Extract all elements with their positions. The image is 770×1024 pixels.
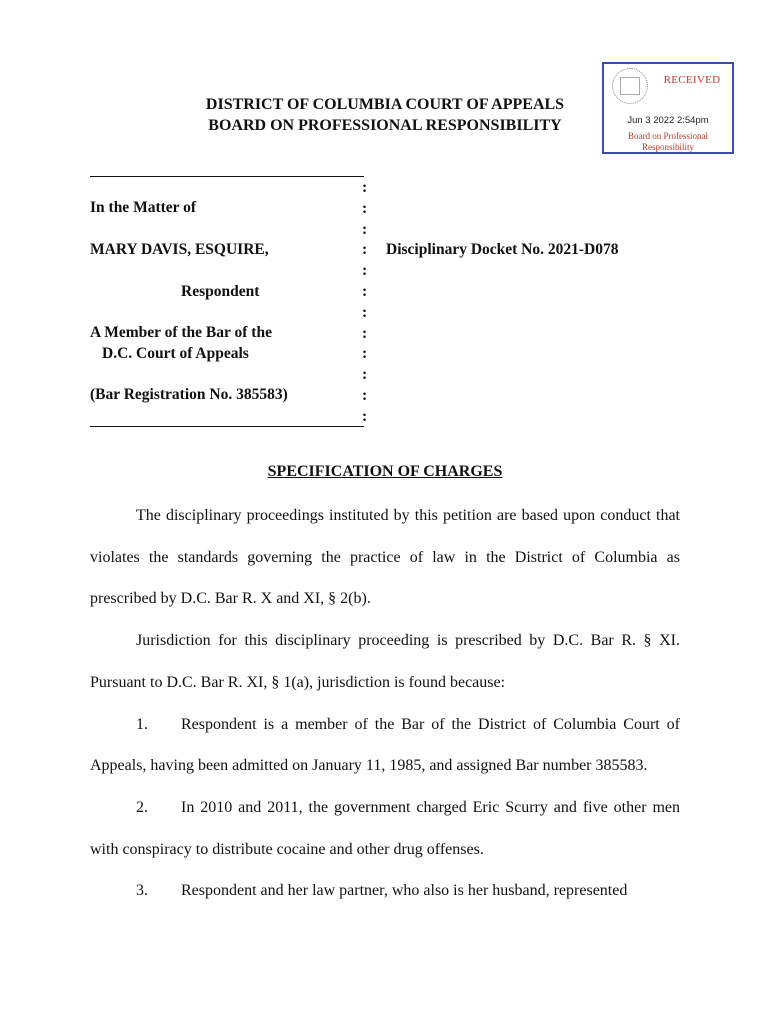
caption-bar-registration: (Bar Registration No. 385583) (90, 386, 288, 403)
numbered-paragraph (90, 704, 680, 787)
seal-icon (612, 68, 648, 104)
jurisdiction-paragraph: Jurisdiction for this disciplinary proceeding is prescribed by D.C. Bar R. § XI. Pursuant to D.C. Bar R. XI, § 1(a), jurisdiction is found because: (90, 632, 680, 691)
caption-member-line1: A Member of the Bar of the (90, 324, 272, 341)
caption-top-rule (90, 176, 364, 177)
stamp-board (604, 131, 732, 153)
document-title: SPECIFICATION OF CHARGES (267, 463, 503, 480)
caption-respondent-label: Respondent (181, 283, 260, 300)
stamp-datetime: Jun 3 2022 2:54pm (627, 115, 709, 126)
paragraph-number: 1. (136, 715, 148, 733)
intro-paragraph: The disciplinary proceedings instituted by this petition are based upon conduct that violates the standards governing the practice of law in the District of Columbia as prescribed by D.C. Bar R. X and XI, § 2(b). (90, 507, 680, 608)
court-header (90, 94, 680, 136)
board-name: BOARD ON PROFESSIONAL RESPONSIBILITY (208, 117, 562, 134)
caption-colons: : : : : : : : : : : : : (362, 179, 368, 425)
paragraph-number: 2. (136, 798, 148, 816)
paragraph-number: 3. (136, 882, 148, 900)
caption-member-line2: D.C. Court of Appeals (102, 345, 249, 362)
paragraph-text: In 2010 and 2011, the government charged Eric Scurry and five other men with conspiracy to distribute cocaine and other drug offenses. (90, 798, 680, 858)
court-name: DISTRICT OF COLUMBIA COURT OF APPEALS (205, 96, 565, 113)
paragraph-text: Respondent and her law partner, who also is her husband, represented (181, 882, 628, 900)
document-body (90, 495, 680, 912)
stamp-board-line2: Responsibility (641, 142, 694, 152)
caption-bottom-rule (90, 426, 364, 427)
stamp-received-label: RECEIVED (663, 74, 721, 86)
caption-matter: In the Matter of (90, 199, 197, 216)
received-stamp (602, 62, 734, 154)
docket-number: Disciplinary Docket No. 2021-D078 (386, 241, 619, 258)
caption-respondent-name: MARY DAVIS, ESQUIRE, (90, 241, 269, 258)
numbered-paragraph (90, 787, 680, 870)
numbered-paragraph (90, 870, 680, 912)
paragraph-text: Respondent is a member of the Bar of the District of Columbia Court of Appeals, having been admitted on January 11, 1985, and assigned Bar number 385583. (90, 715, 680, 775)
stamp-board-line1: Board on Professional (628, 131, 708, 141)
